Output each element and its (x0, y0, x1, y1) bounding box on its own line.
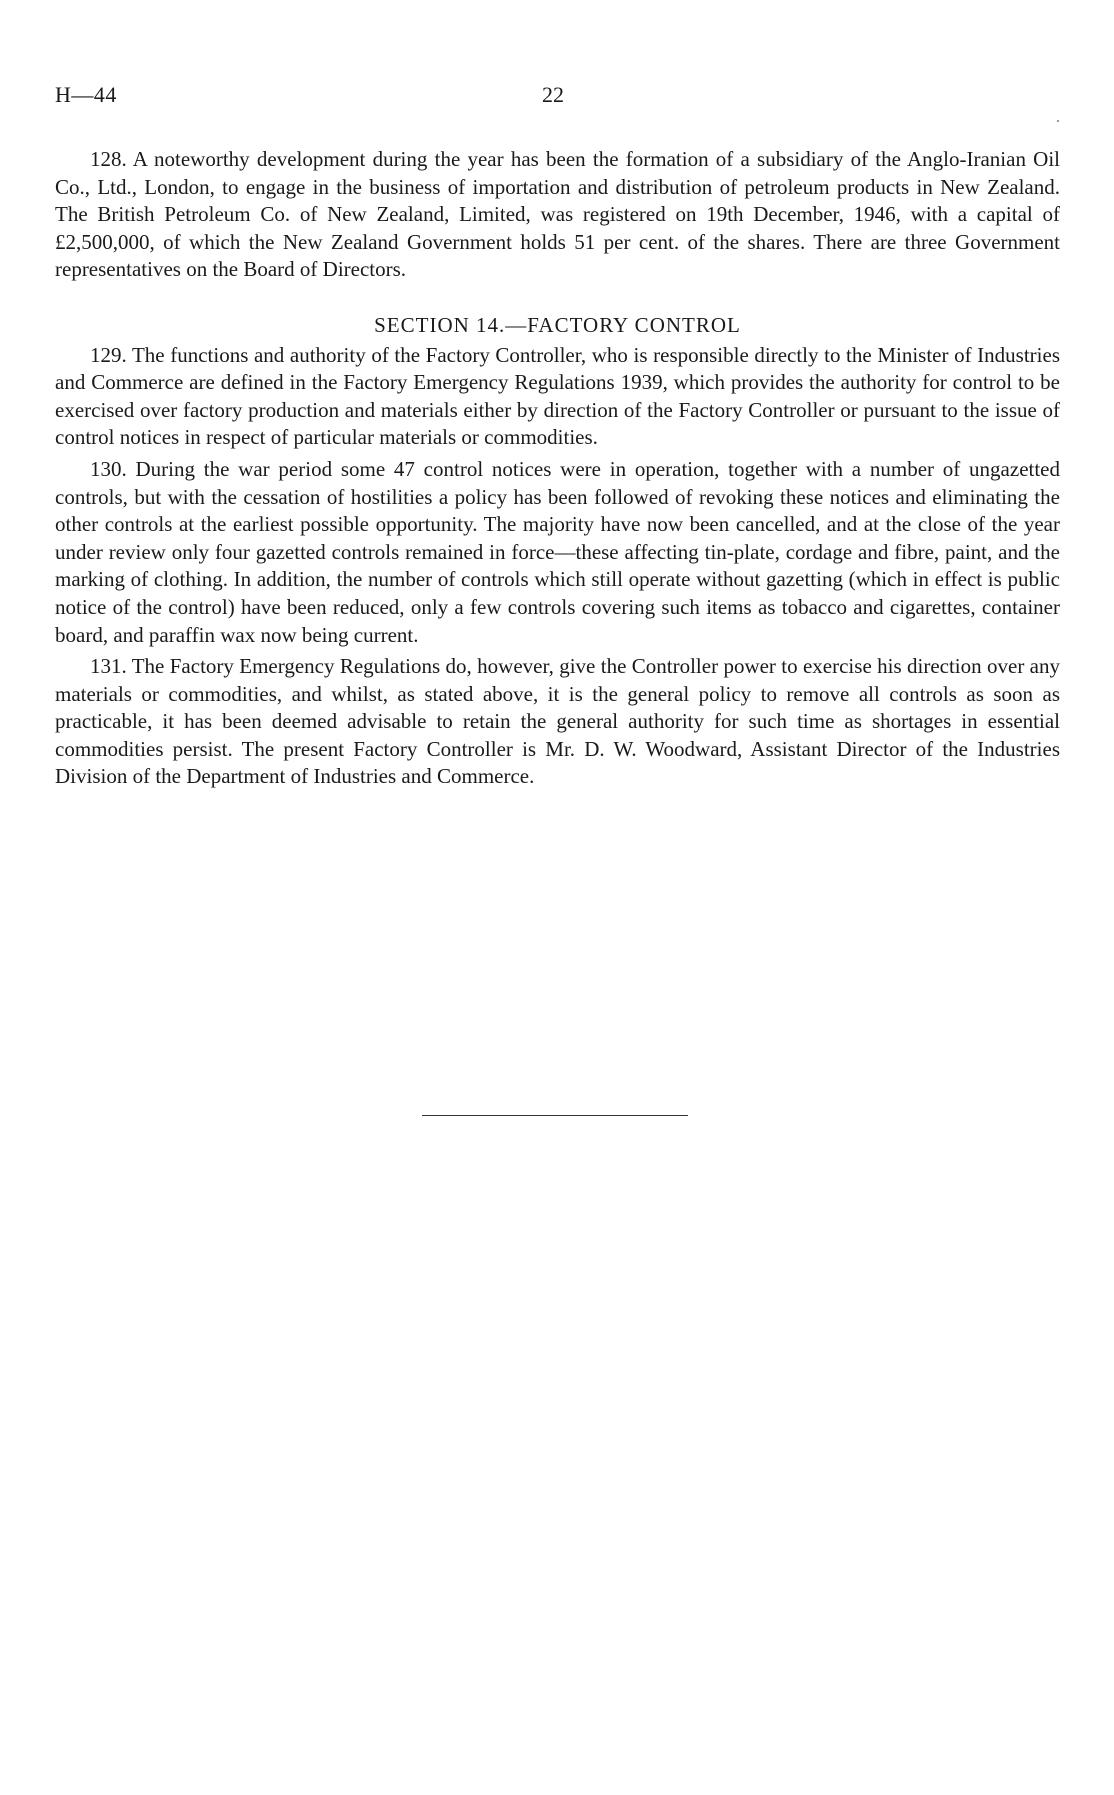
body-text (55, 146, 1060, 795)
margin-dot (1057, 120, 1059, 122)
paragraph-131: 131. The Factory Emergency Regulations do, however, give the Controller power to exercise his direction over any materials or commodities, and whilst, as stated above, it is the general policy to remove all controls as soon as practicable, it has been deemed advisable to retain the general authority for such time as shortages in essential commodities persist. The present Factory Controller is Mr. D. W. Woodward, Assistant Director of the Industries Division of the Department of Industries and Commerce. (55, 654, 1060, 789)
page-number-container (0, 82, 1114, 108)
paragraph-128: 128. A noteworthy development during the year has been the formation of a subsidiary of the Anglo-Iranian Oil Co., Ltd., London, to engage in the business of importation and distribution of petroleum products in New Zealand. The British Petroleum Co. of New Zealand, Limited, was registered on 19th December, 1946, with a capital of £2,500,000, of which the New Zealand Government holds 51 per cent. of the shares. There are three Government representatives on the Board of Directors. (55, 147, 1060, 282)
page-header (0, 82, 1114, 112)
paragraph-130: 130. During the war period some 47 control notices were in operation, together with a number of ungazetted controls, but with the cessation of hostilities a policy has been followed of revoking these notices and eliminating the other controls at the earliest possible opportunity. The majority have now been cancelled, and at the close of the year under review only four gazetted controls remained in force—these affecting tin-plate, cordage and fibre, paint, and the marking of clothing. In addition, the number of controls which still operate without gazetting (which in effect is public notice of the control) have been reduced, only a few controls covering such items as tobacco and cigarettes, container board, and paraffin wax now being current. (55, 456, 1060, 647)
end-rule (422, 1115, 688, 1116)
document-code: H—44 (55, 82, 117, 107)
section-heading: SECTION 14.—FACTORY CONTROL (374, 312, 741, 337)
page-number: 22 (542, 82, 564, 107)
paragraph-129: 129. The functions and authority of the Factory Controller, who is responsible directly to the Minister of Industries and Commerce are defined in the Factory Emergency Regulations 1939, which provides the authority for control to be exercised over factory production and materials either by direction of the Factory Controller or pursuant to the issue of control notices in respect of particular materials or commodities. (55, 342, 1060, 450)
